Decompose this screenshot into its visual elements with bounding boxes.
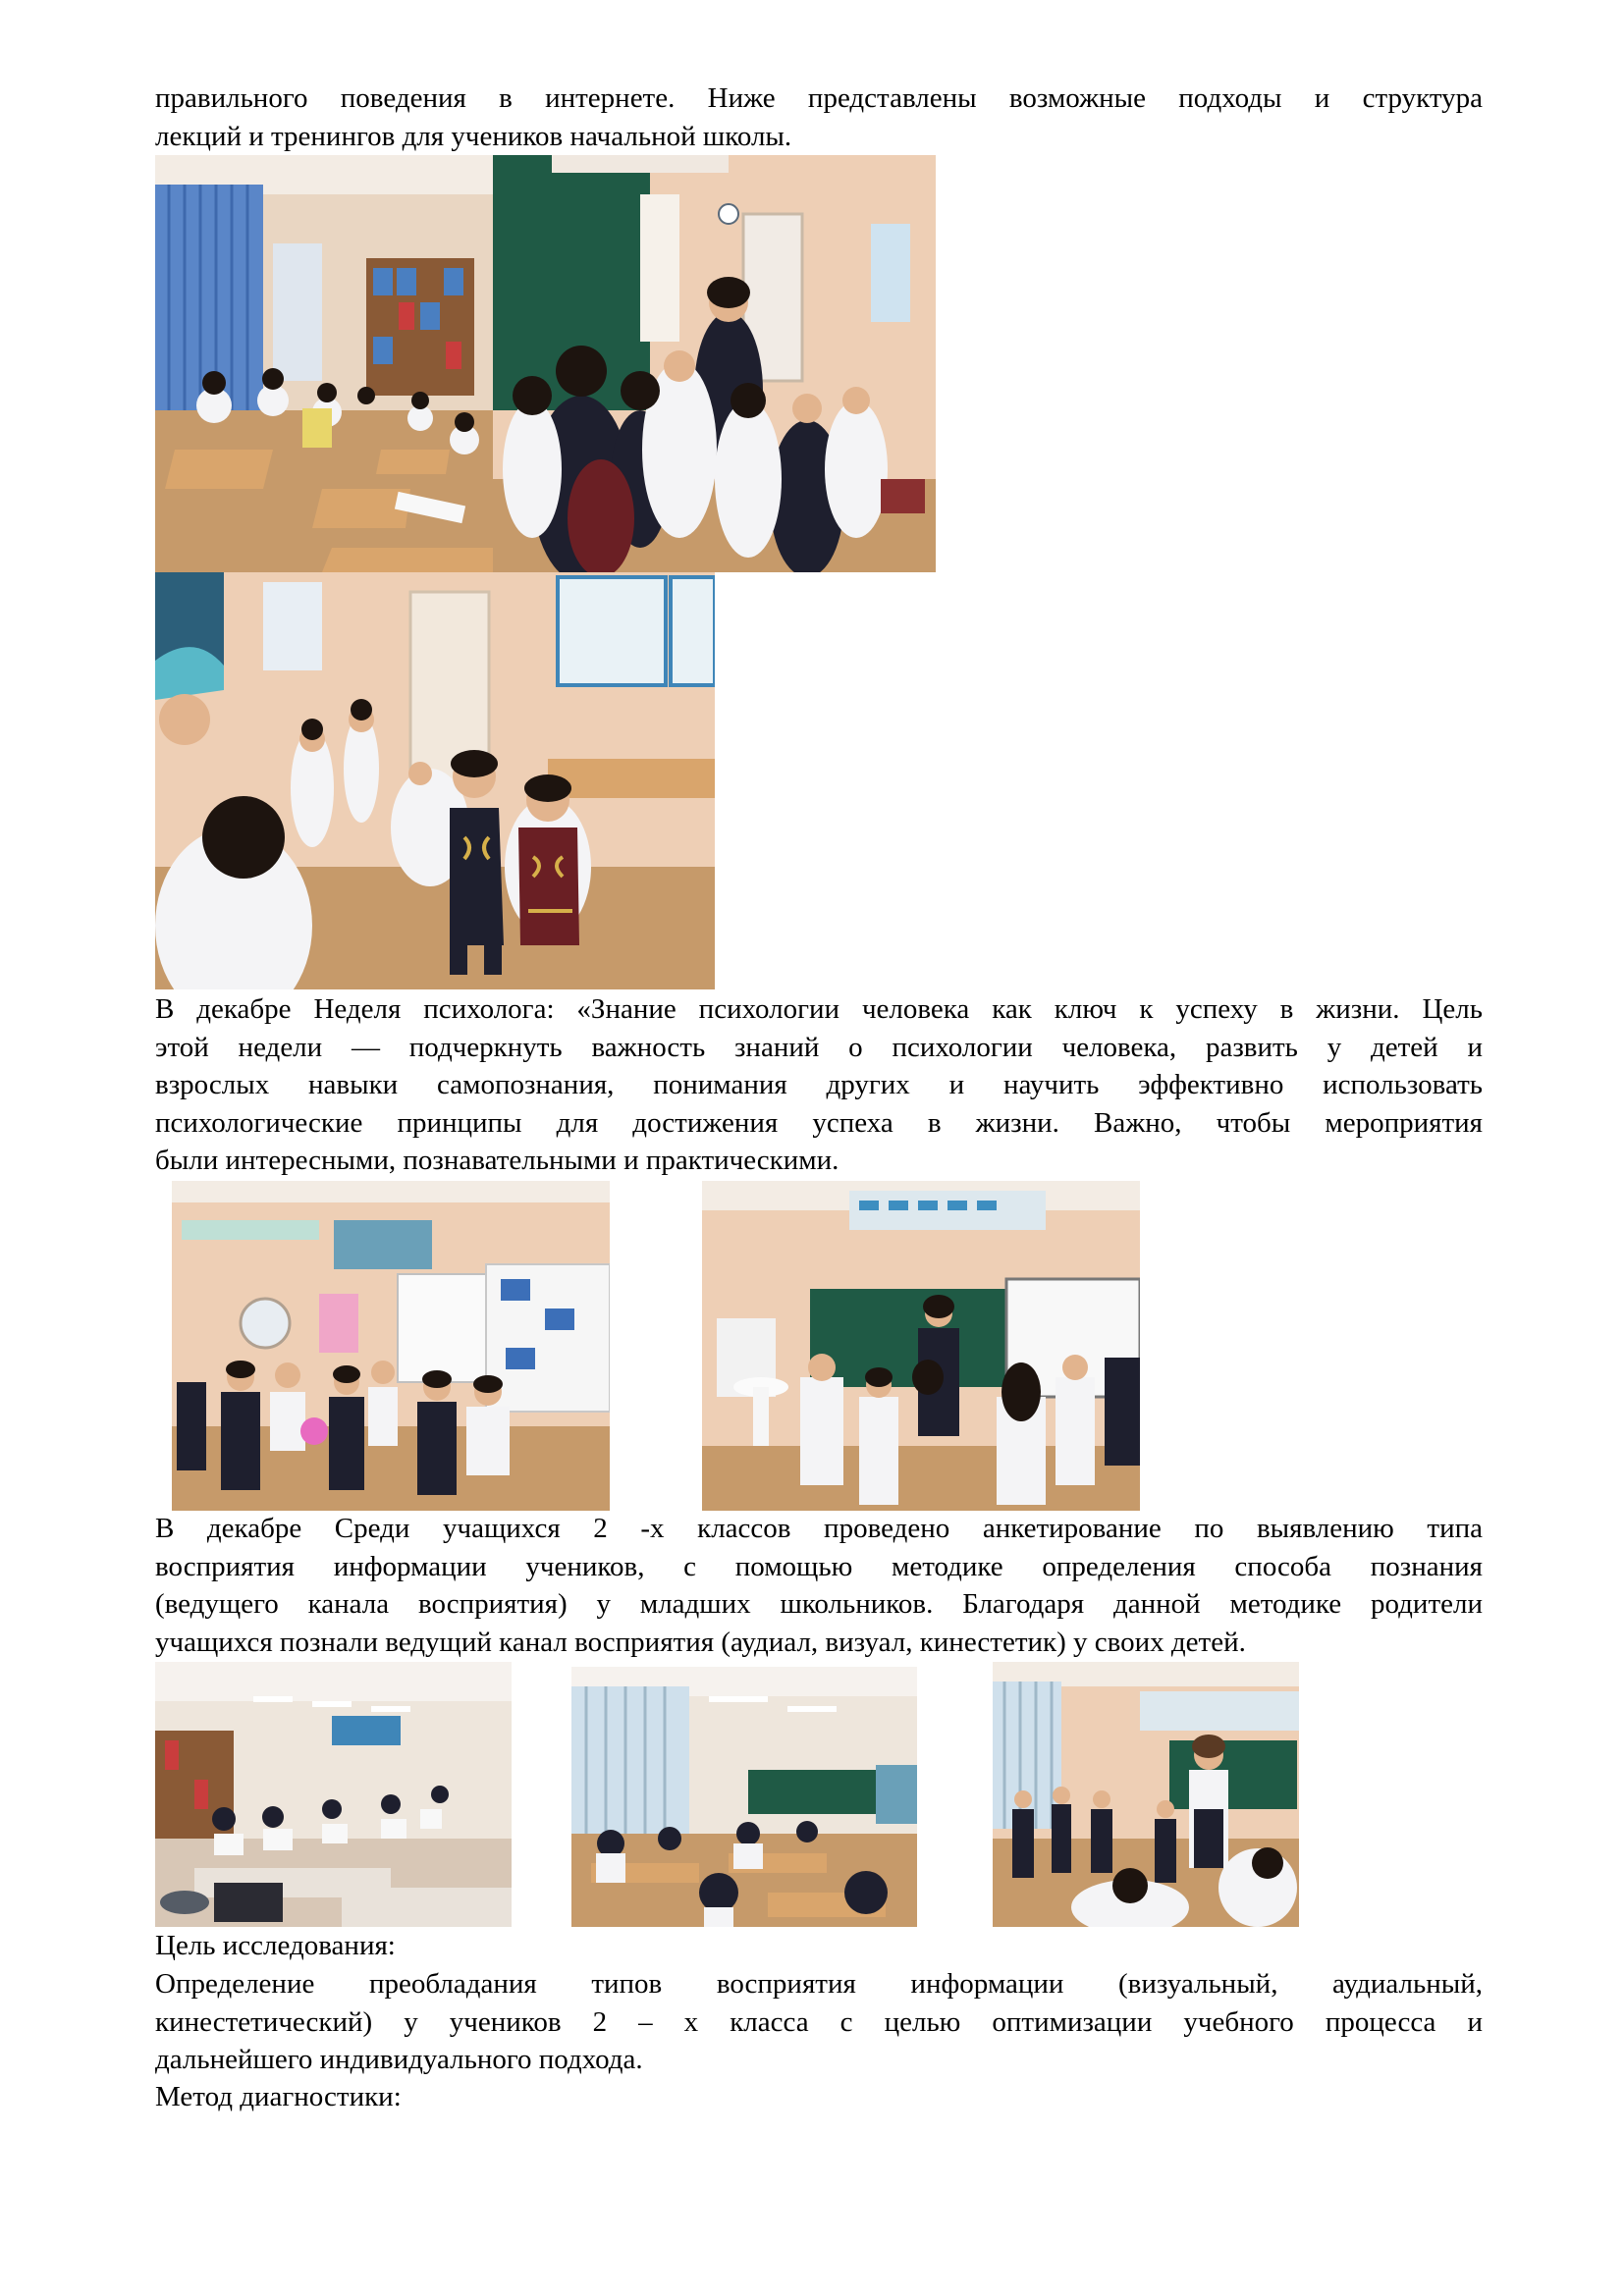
photo-boys-national-vests xyxy=(155,572,715,989)
paragraph-line: психологические принципы для достижения успеха в жизни. Важно, чтобы мероприятия xyxy=(155,1106,1483,1139)
photo-psychologist-girls xyxy=(702,1181,1140,1511)
photo-psychologist-exercise xyxy=(993,1662,1299,1927)
paragraph-line: В декабре Неделя психолога: «Знание психологии человека как ключ к успеху в жизни. Цель xyxy=(155,993,1483,1025)
photo-psychologist-board xyxy=(493,155,936,572)
paragraph-survey xyxy=(155,1510,1483,1661)
paragraph-line: учащихся познали ведущий канал восприятия (аудиал, визуал, кинестетик) у своих детей. xyxy=(155,1626,1246,1658)
method-heading: Метод диагностики: xyxy=(155,2081,402,2112)
paragraph-line: взрослых навыки самопознания, понимания других и научить эффективно использовать xyxy=(155,1069,1483,1100)
photo-survey-classroom-1 xyxy=(155,1662,512,1927)
photo-survey-classroom-2 xyxy=(571,1667,917,1927)
paragraph-line: восприятия информации учеников, с помощью методике определения способа познания xyxy=(155,1550,1483,1582)
paragraph-goal xyxy=(155,1965,1483,2079)
paragraph-line: лекций и тренингов для учеников начальной школы. xyxy=(155,120,792,152)
paragraph-line: дальнейшего индивидуального подхода. xyxy=(155,2044,643,2075)
paragraph-intro xyxy=(155,80,1483,155)
photo-classroom-desks xyxy=(155,155,493,572)
paragraph-line: кинестетический) у учеников 2 – х класса с целью оптимизации учебного процесса и xyxy=(155,2005,1483,2038)
photo-children-circle-game xyxy=(172,1181,610,1511)
paragraph-line: этой недели — подчеркнуть важность знаний о психологии человека, развить у детей и xyxy=(155,1031,1483,1063)
paragraph-psychology-week xyxy=(155,990,1483,1180)
goal-heading: Цель исследования: xyxy=(155,1930,396,1961)
paragraph-line: Определение преобладания типов восприятия информации (визуальный, аудиальный, xyxy=(155,1968,1483,2000)
paragraph-line: В декабре Среди учащихся 2 -х классов проведено анкетирование по выявлению типа xyxy=(155,1513,1483,1544)
paragraph-line: были интересными, познавательными и практическими. xyxy=(155,1145,839,1176)
paragraph-line: (ведущего канала восприятия) у младших школьников. Благодаря данной методике родители xyxy=(155,1588,1483,1620)
paragraph-line: правильного поведения в интернете. Ниже представлены возможные подходы и структура xyxy=(155,82,1483,114)
